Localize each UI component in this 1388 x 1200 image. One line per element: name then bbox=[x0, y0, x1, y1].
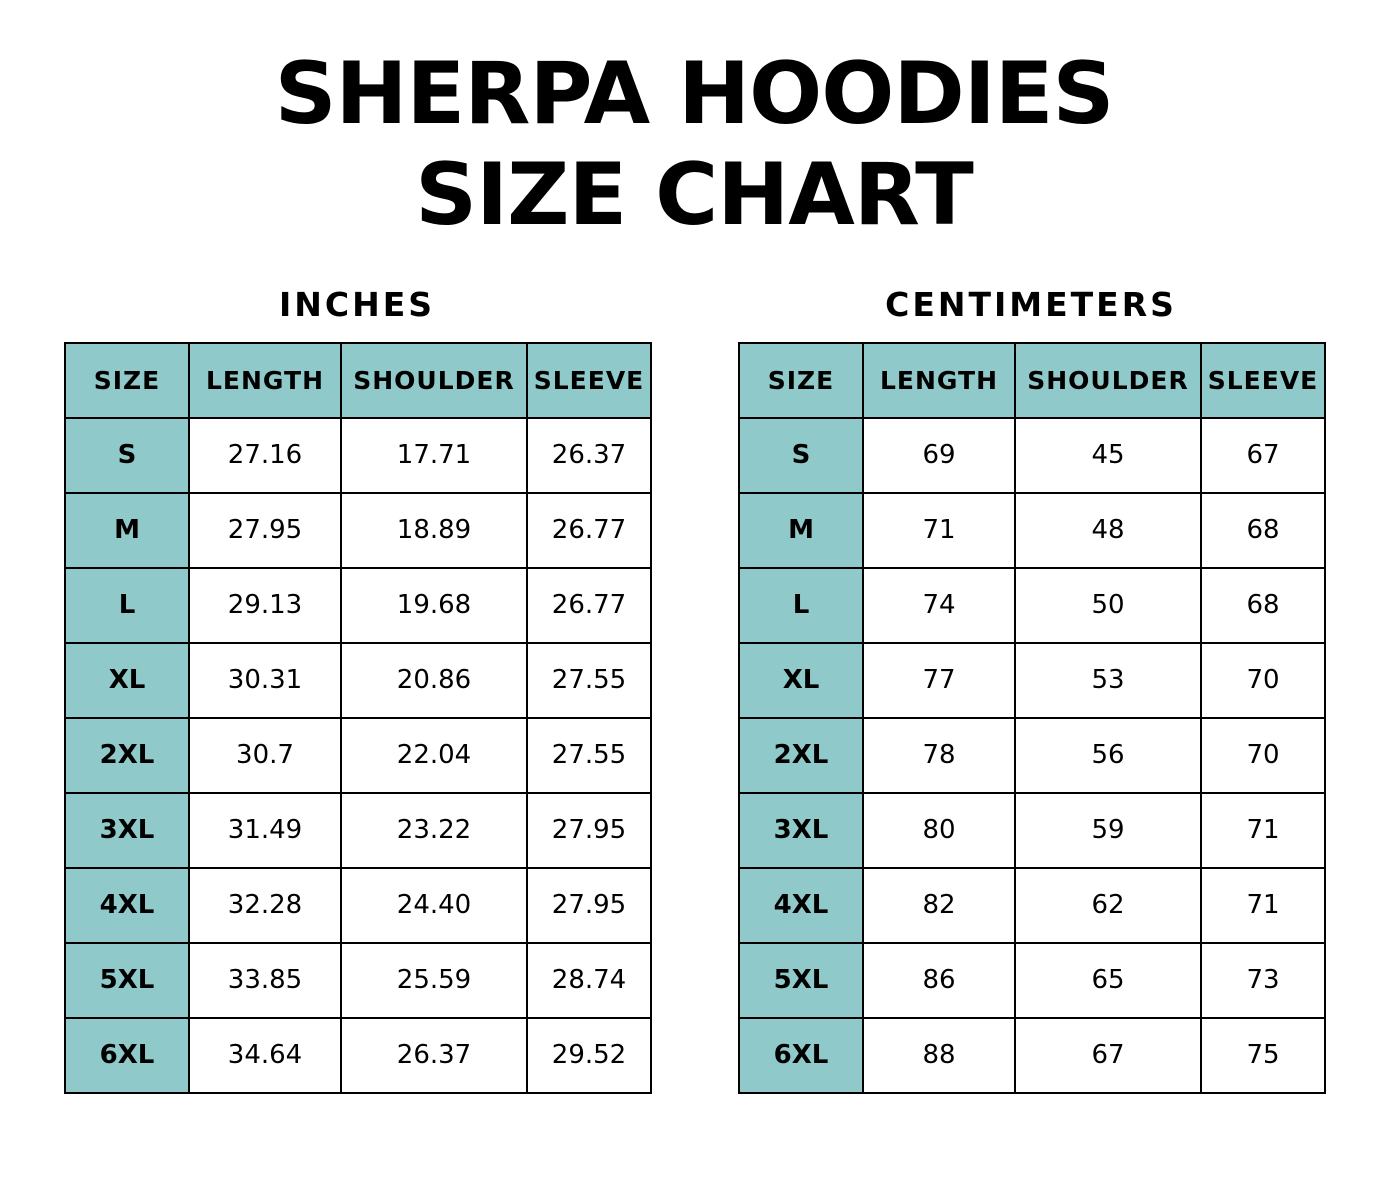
cell-shoulder: 18.89 bbox=[341, 493, 527, 568]
cell-size: XL bbox=[65, 643, 189, 718]
cell-size: 5XL bbox=[65, 943, 189, 1018]
cell-size: L bbox=[65, 568, 189, 643]
cell-length: 27.16 bbox=[189, 418, 341, 493]
table-row bbox=[65, 943, 651, 1018]
cell-length: 27.95 bbox=[189, 493, 341, 568]
cell-length: 86 bbox=[863, 943, 1015, 1018]
cell-shoulder: 20.86 bbox=[341, 643, 527, 718]
header-shoulder: SHOULDER bbox=[341, 343, 527, 418]
cell-shoulder: 25.59 bbox=[341, 943, 527, 1018]
cell-length: 80 bbox=[863, 793, 1015, 868]
table-row bbox=[65, 793, 651, 868]
cell-length: 30.7 bbox=[189, 718, 341, 793]
table-header-row bbox=[739, 343, 1325, 418]
header-sleeve: SLEEVE bbox=[1201, 343, 1325, 418]
cell-shoulder: 53 bbox=[1015, 643, 1201, 718]
cell-sleeve: 73 bbox=[1201, 943, 1325, 1018]
cell-length: 32.28 bbox=[189, 868, 341, 943]
cell-size: L bbox=[739, 568, 863, 643]
cell-length: 30.31 bbox=[189, 643, 341, 718]
header-sleeve: SLEEVE bbox=[527, 343, 651, 418]
cell-size: 3XL bbox=[739, 793, 863, 868]
centimeters-size-table bbox=[738, 342, 1326, 1094]
table-row bbox=[739, 568, 1325, 643]
cell-shoulder: 48 bbox=[1015, 493, 1201, 568]
cell-length: 31.49 bbox=[189, 793, 341, 868]
cell-length: 88 bbox=[863, 1018, 1015, 1093]
cell-length: 34.64 bbox=[189, 1018, 341, 1093]
cell-size: 2XL bbox=[65, 718, 189, 793]
cell-size: 4XL bbox=[739, 868, 863, 943]
cell-sleeve: 27.55 bbox=[527, 718, 651, 793]
table-row bbox=[65, 418, 651, 493]
cell-sleeve: 70 bbox=[1201, 718, 1325, 793]
cell-size: M bbox=[739, 493, 863, 568]
inches-size-table bbox=[64, 342, 652, 1094]
centimeters-table-block bbox=[738, 285, 1324, 1094]
cell-size: XL bbox=[739, 643, 863, 718]
cell-length: 74 bbox=[863, 568, 1015, 643]
cell-shoulder: 45 bbox=[1015, 418, 1201, 493]
table-row bbox=[65, 643, 651, 718]
cell-size: 3XL bbox=[65, 793, 189, 868]
table-row bbox=[739, 643, 1325, 718]
table-row bbox=[739, 868, 1325, 943]
cell-shoulder: 65 bbox=[1015, 943, 1201, 1018]
cell-shoulder: 22.04 bbox=[341, 718, 527, 793]
cell-size: 6XL bbox=[739, 1018, 863, 1093]
cell-shoulder: 62 bbox=[1015, 868, 1201, 943]
title-line-2: SIZE CHART bbox=[415, 145, 973, 246]
table-row bbox=[65, 1018, 651, 1093]
table-row bbox=[65, 868, 651, 943]
cell-sleeve: 75 bbox=[1201, 1018, 1325, 1093]
table-row bbox=[65, 568, 651, 643]
cell-sleeve: 28.74 bbox=[527, 943, 651, 1018]
cell-size: S bbox=[65, 418, 189, 493]
table-row bbox=[739, 493, 1325, 568]
cell-length: 82 bbox=[863, 868, 1015, 943]
cell-sleeve: 26.77 bbox=[527, 493, 651, 568]
cell-length: 78 bbox=[863, 718, 1015, 793]
cell-length: 33.85 bbox=[189, 943, 341, 1018]
table-row bbox=[739, 793, 1325, 868]
cell-shoulder: 67 bbox=[1015, 1018, 1201, 1093]
cell-shoulder: 56 bbox=[1015, 718, 1201, 793]
cell-sleeve: 27.95 bbox=[527, 793, 651, 868]
cell-sleeve: 68 bbox=[1201, 493, 1325, 568]
header-shoulder: SHOULDER bbox=[1015, 343, 1201, 418]
cell-sleeve: 27.95 bbox=[527, 868, 651, 943]
header-length: LENGTH bbox=[863, 343, 1015, 418]
cell-shoulder: 26.37 bbox=[341, 1018, 527, 1093]
cell-size: 2XL bbox=[739, 718, 863, 793]
cell-size: 5XL bbox=[739, 943, 863, 1018]
cell-size: 6XL bbox=[65, 1018, 189, 1093]
page-title bbox=[0, 0, 1388, 247]
cell-length: 69 bbox=[863, 418, 1015, 493]
cell-shoulder: 50 bbox=[1015, 568, 1201, 643]
cell-shoulder: 59 bbox=[1015, 793, 1201, 868]
cell-shoulder: 23.22 bbox=[341, 793, 527, 868]
cell-sleeve: 27.55 bbox=[527, 643, 651, 718]
header-size: SIZE bbox=[65, 343, 189, 418]
header-size: SIZE bbox=[739, 343, 863, 418]
inches-unit-label: INCHES bbox=[278, 284, 436, 324]
table-row bbox=[739, 418, 1325, 493]
table-row bbox=[739, 1018, 1325, 1093]
table-row bbox=[739, 943, 1325, 1018]
cell-sleeve: 67 bbox=[1201, 418, 1325, 493]
table-row bbox=[65, 493, 651, 568]
cell-sleeve: 70 bbox=[1201, 643, 1325, 718]
cell-length: 77 bbox=[863, 643, 1015, 718]
cell-sleeve: 29.52 bbox=[527, 1018, 651, 1093]
cell-shoulder: 17.71 bbox=[341, 418, 527, 493]
header-length: LENGTH bbox=[189, 343, 341, 418]
cell-shoulder: 19.68 bbox=[341, 568, 527, 643]
table-row bbox=[65, 718, 651, 793]
cell-sleeve: 26.37 bbox=[527, 418, 651, 493]
title-line-1: SHERPA HOODIES bbox=[274, 44, 1114, 144]
cell-shoulder: 24.40 bbox=[341, 868, 527, 943]
cell-size: M bbox=[65, 493, 189, 568]
cell-size: 4XL bbox=[65, 868, 189, 943]
cell-size: S bbox=[739, 418, 863, 493]
cell-sleeve: 71 bbox=[1201, 793, 1325, 868]
cell-sleeve: 71 bbox=[1201, 868, 1325, 943]
cell-length: 71 bbox=[863, 493, 1015, 568]
cell-length: 29.13 bbox=[189, 568, 341, 643]
inches-table-block bbox=[64, 285, 650, 1094]
cell-sleeve: 26.77 bbox=[527, 568, 651, 643]
table-row bbox=[739, 718, 1325, 793]
cell-sleeve: 68 bbox=[1201, 568, 1325, 643]
centimeters-unit-label: CENTIMETERS bbox=[885, 284, 1177, 324]
table-header-row bbox=[65, 343, 651, 418]
tables-container bbox=[0, 285, 1388, 1094]
